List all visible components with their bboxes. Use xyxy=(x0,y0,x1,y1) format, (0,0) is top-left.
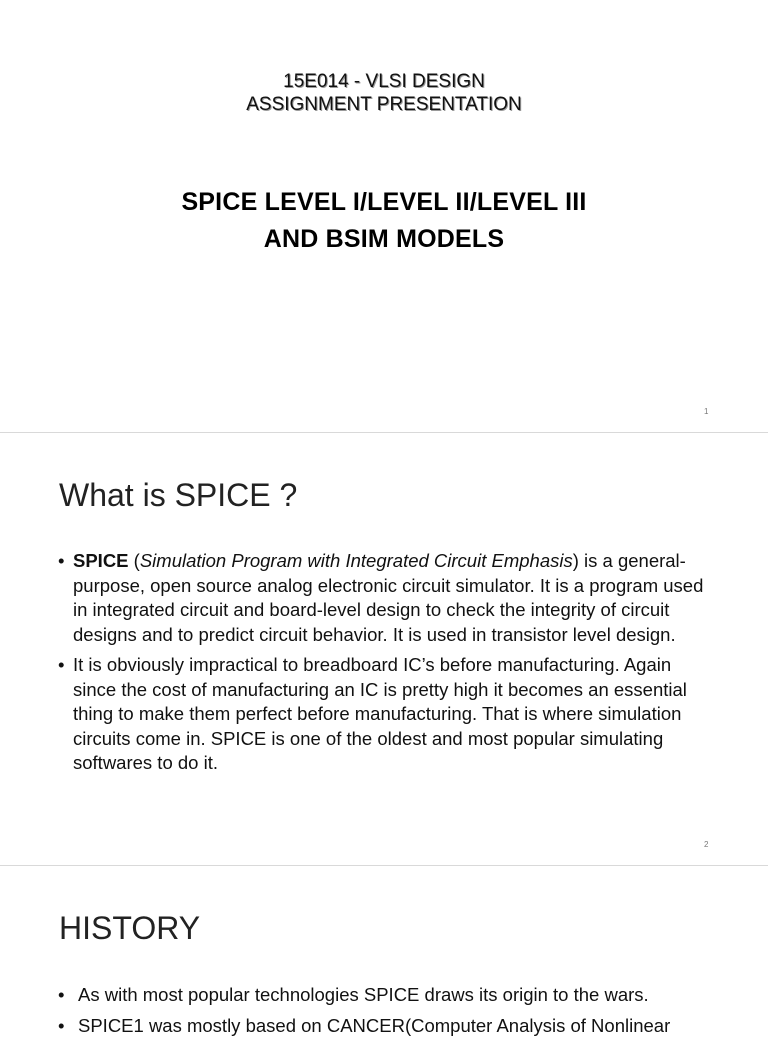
bullet-icon: • xyxy=(58,984,65,1005)
course-title xyxy=(0,70,768,116)
paren-open: ( xyxy=(128,550,140,571)
title-line-2: AND BSIM MODELS xyxy=(263,225,505,253)
bullet-item xyxy=(58,653,718,776)
slide-1 xyxy=(0,0,768,432)
bullet-item xyxy=(58,983,758,1008)
slide-3 xyxy=(0,866,768,1036)
page-number: 1 xyxy=(704,407,709,416)
bullet-icon: • xyxy=(58,1014,65,1036)
bullet-icon: • xyxy=(58,550,65,571)
bullet-text: As with most popular technologies SPICE draws its origin to the wars. xyxy=(78,984,649,1005)
bullet-text: It is obviously impractical to breadboard IC’s before manufacturing. Again since the cost of manufacturing an IC is pretty high it becomes an essential thing to make them perfect before manufacturing. That is where simulation circuits come in. SPICE is one of the oldest and most popular simulating softwares to do it. xyxy=(73,654,687,773)
page-number: 2 xyxy=(704,840,709,849)
bullet-text: ) is a general-purpose, open source analog electronic circuit simulator. It is a program used in integrated circuit and board-level design to check the integrity of circuit designs and to predict circuit behavior. It is used in transistor level design. xyxy=(73,550,704,645)
term-bold: SPICE xyxy=(73,550,129,571)
slide-heading: What is SPICE ? xyxy=(59,477,298,513)
bullet-list xyxy=(58,983,758,1044)
slide-heading: HISTORY xyxy=(59,910,201,946)
bullet-icon: • xyxy=(58,654,65,675)
term-expansion: Simulation Program with Integrated Circuit Emphasis xyxy=(139,550,573,571)
slide-2 xyxy=(0,433,768,865)
title-line-1: SPICE LEVEL I/LEVEL II/LEVEL III xyxy=(181,188,587,216)
course-line-1: 15E014 - VLSI DESIGN xyxy=(283,71,485,92)
course-line-2: ASSIGNMENT PRESENTATION xyxy=(246,94,522,115)
bullet-text: SPICE1 was mostly based on CANCER(Computer Analysis of Nonlinear xyxy=(78,1014,671,1036)
bullet-item xyxy=(58,1014,758,1039)
bullet-list xyxy=(58,549,718,782)
presentation-title xyxy=(0,184,768,258)
bullet-item xyxy=(58,549,718,647)
